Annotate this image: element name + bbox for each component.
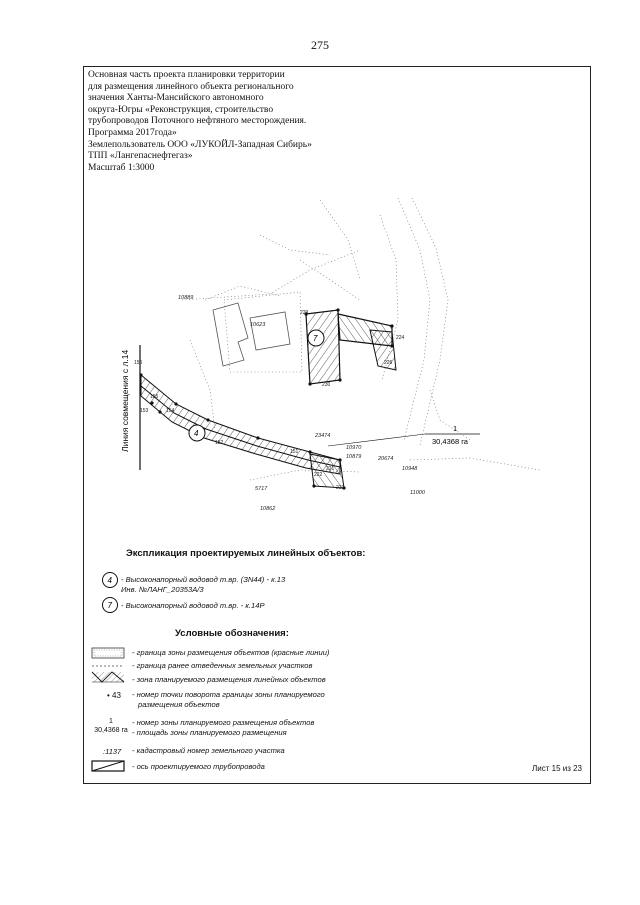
zone-area: 30,4368 га: [432, 437, 468, 446]
explication-markers: [101, 571, 121, 615]
legend-zone-number: 1: [109, 718, 113, 725]
legend-item-line: - номер зоны планируемого размещения объектов: [132, 718, 315, 727]
point-label: 224: [396, 335, 405, 341]
point-label: 155: [150, 394, 159, 400]
planning-map: [84, 190, 589, 530]
point-label: 229: [300, 310, 309, 316]
point-label: 151: [290, 449, 299, 455]
point-dot-icon: •: [107, 691, 110, 700]
point-label: 221: [326, 466, 335, 472]
title-line: Программа 2017года»: [88, 127, 177, 138]
title-line: округа-Югры «Реконструкция, строительство: [88, 104, 274, 115]
legend-item-text: - зона планируемого размещения линейных объектов: [132, 675, 326, 684]
legend-zone-symbol: [90, 717, 132, 735]
point-label: 230: [322, 382, 331, 388]
legend-item-text: - граница зоны размещения объектов (красные линии): [132, 648, 330, 657]
title-line: ТПП «Лангепаснефтегаз»: [88, 151, 193, 162]
zone-marker-label: 7: [313, 334, 318, 343]
cadastral-number: 10623: [250, 322, 266, 328]
title-line: значения Ханты-Мансийского автономного: [88, 93, 264, 104]
legend-item-text: [132, 718, 314, 737]
cadastral-number: 10889: [178, 295, 194, 301]
legend-symbols: [90, 646, 130, 776]
legend-item-line: - номер точки поворота границы зоны планируемого: [132, 690, 325, 699]
title-line: для размещения линейного объекта регионального: [88, 81, 294, 92]
point-label: 223: [336, 485, 345, 491]
title-line: Землепользователь ООО «ЛУКОЙЛ-Западная Сибирь»: [88, 139, 312, 150]
explication-item-line2: Инв. №ЛАНГ_20353А/3: [121, 584, 204, 594]
point-label: 154: [166, 408, 175, 414]
zone-number: 1: [453, 424, 458, 433]
cadastral-number: 5717: [255, 486, 268, 492]
zone-marker-label: 4: [194, 429, 199, 438]
hatched-zone-symbol: [92, 672, 124, 682]
sheet-label: Лист 15 из 23: [532, 764, 582, 773]
cadastral-number: 10879: [346, 454, 362, 460]
explication-item-line1: - Высоконапорный водовод т.вр. (ЗN44) - к.13: [121, 575, 286, 584]
cadastral-number: 10862: [260, 506, 276, 512]
title-line: трубопроводов Поточного нефтяного месторождения.: [88, 116, 307, 127]
legend-zone-area: 30,4368 га: [94, 727, 128, 734]
title-block: [88, 70, 388, 174]
explication-item: [121, 575, 285, 594]
red-line-box-symbol: [92, 648, 124, 658]
legend-item-line: размещения объектов: [138, 699, 220, 709]
pipeline-axis-symbol: [92, 761, 124, 771]
point-label: 222: [314, 472, 323, 478]
legend-title: Условные обозначения:: [175, 628, 289, 639]
point-label: 152: [215, 440, 224, 446]
legend-point-symbol: [107, 691, 121, 700]
legend-cadastral-symbol: :1137: [103, 747, 122, 756]
legend-item-text: [132, 690, 325, 709]
explication-marker: 4: [107, 576, 112, 585]
legend-item-text: - ось проектируемого трубопровода: [132, 762, 265, 771]
point-label: 156: [134, 360, 143, 366]
match-line-label: Линия совмещения с л.14: [120, 349, 130, 452]
explication-title: Экспликация проектируемых линейных объектов:: [126, 548, 366, 559]
legend-item-line: - площадь зоны планируемого размещения: [132, 727, 287, 737]
explication-item: - Высоконапорный водовод т.вр. - к.14Р: [121, 601, 265, 610]
zone-callout: [328, 424, 480, 446]
cadastral-number: 20674: [378, 456, 394, 462]
cadastral-number: 10948: [402, 466, 418, 472]
zone-marker-7: [308, 330, 324, 346]
legend-item-text: - кадастровый номер земельного участка: [132, 746, 285, 755]
building-outline: [213, 303, 290, 366]
cadastral-number: 10970: [346, 445, 362, 451]
page-number: 275: [311, 38, 329, 52]
cadastral-number: 23474: [315, 433, 331, 439]
scale-label: Масштаб 1:3000: [88, 162, 155, 173]
legend-point-label: 43: [112, 691, 121, 700]
cadastral-number: 11000: [410, 490, 425, 496]
zone-marker-4: [189, 425, 205, 441]
title-line: Основная часть проекта планировки территории: [88, 70, 285, 80]
point-label: 153: [140, 408, 149, 414]
pipeline-zone-7: [306, 310, 396, 384]
legend-item-text: - граница ранее отведенных земельных участков: [132, 661, 313, 670]
point-label: 226: [384, 360, 393, 366]
explication-marker: 7: [107, 601, 112, 610]
